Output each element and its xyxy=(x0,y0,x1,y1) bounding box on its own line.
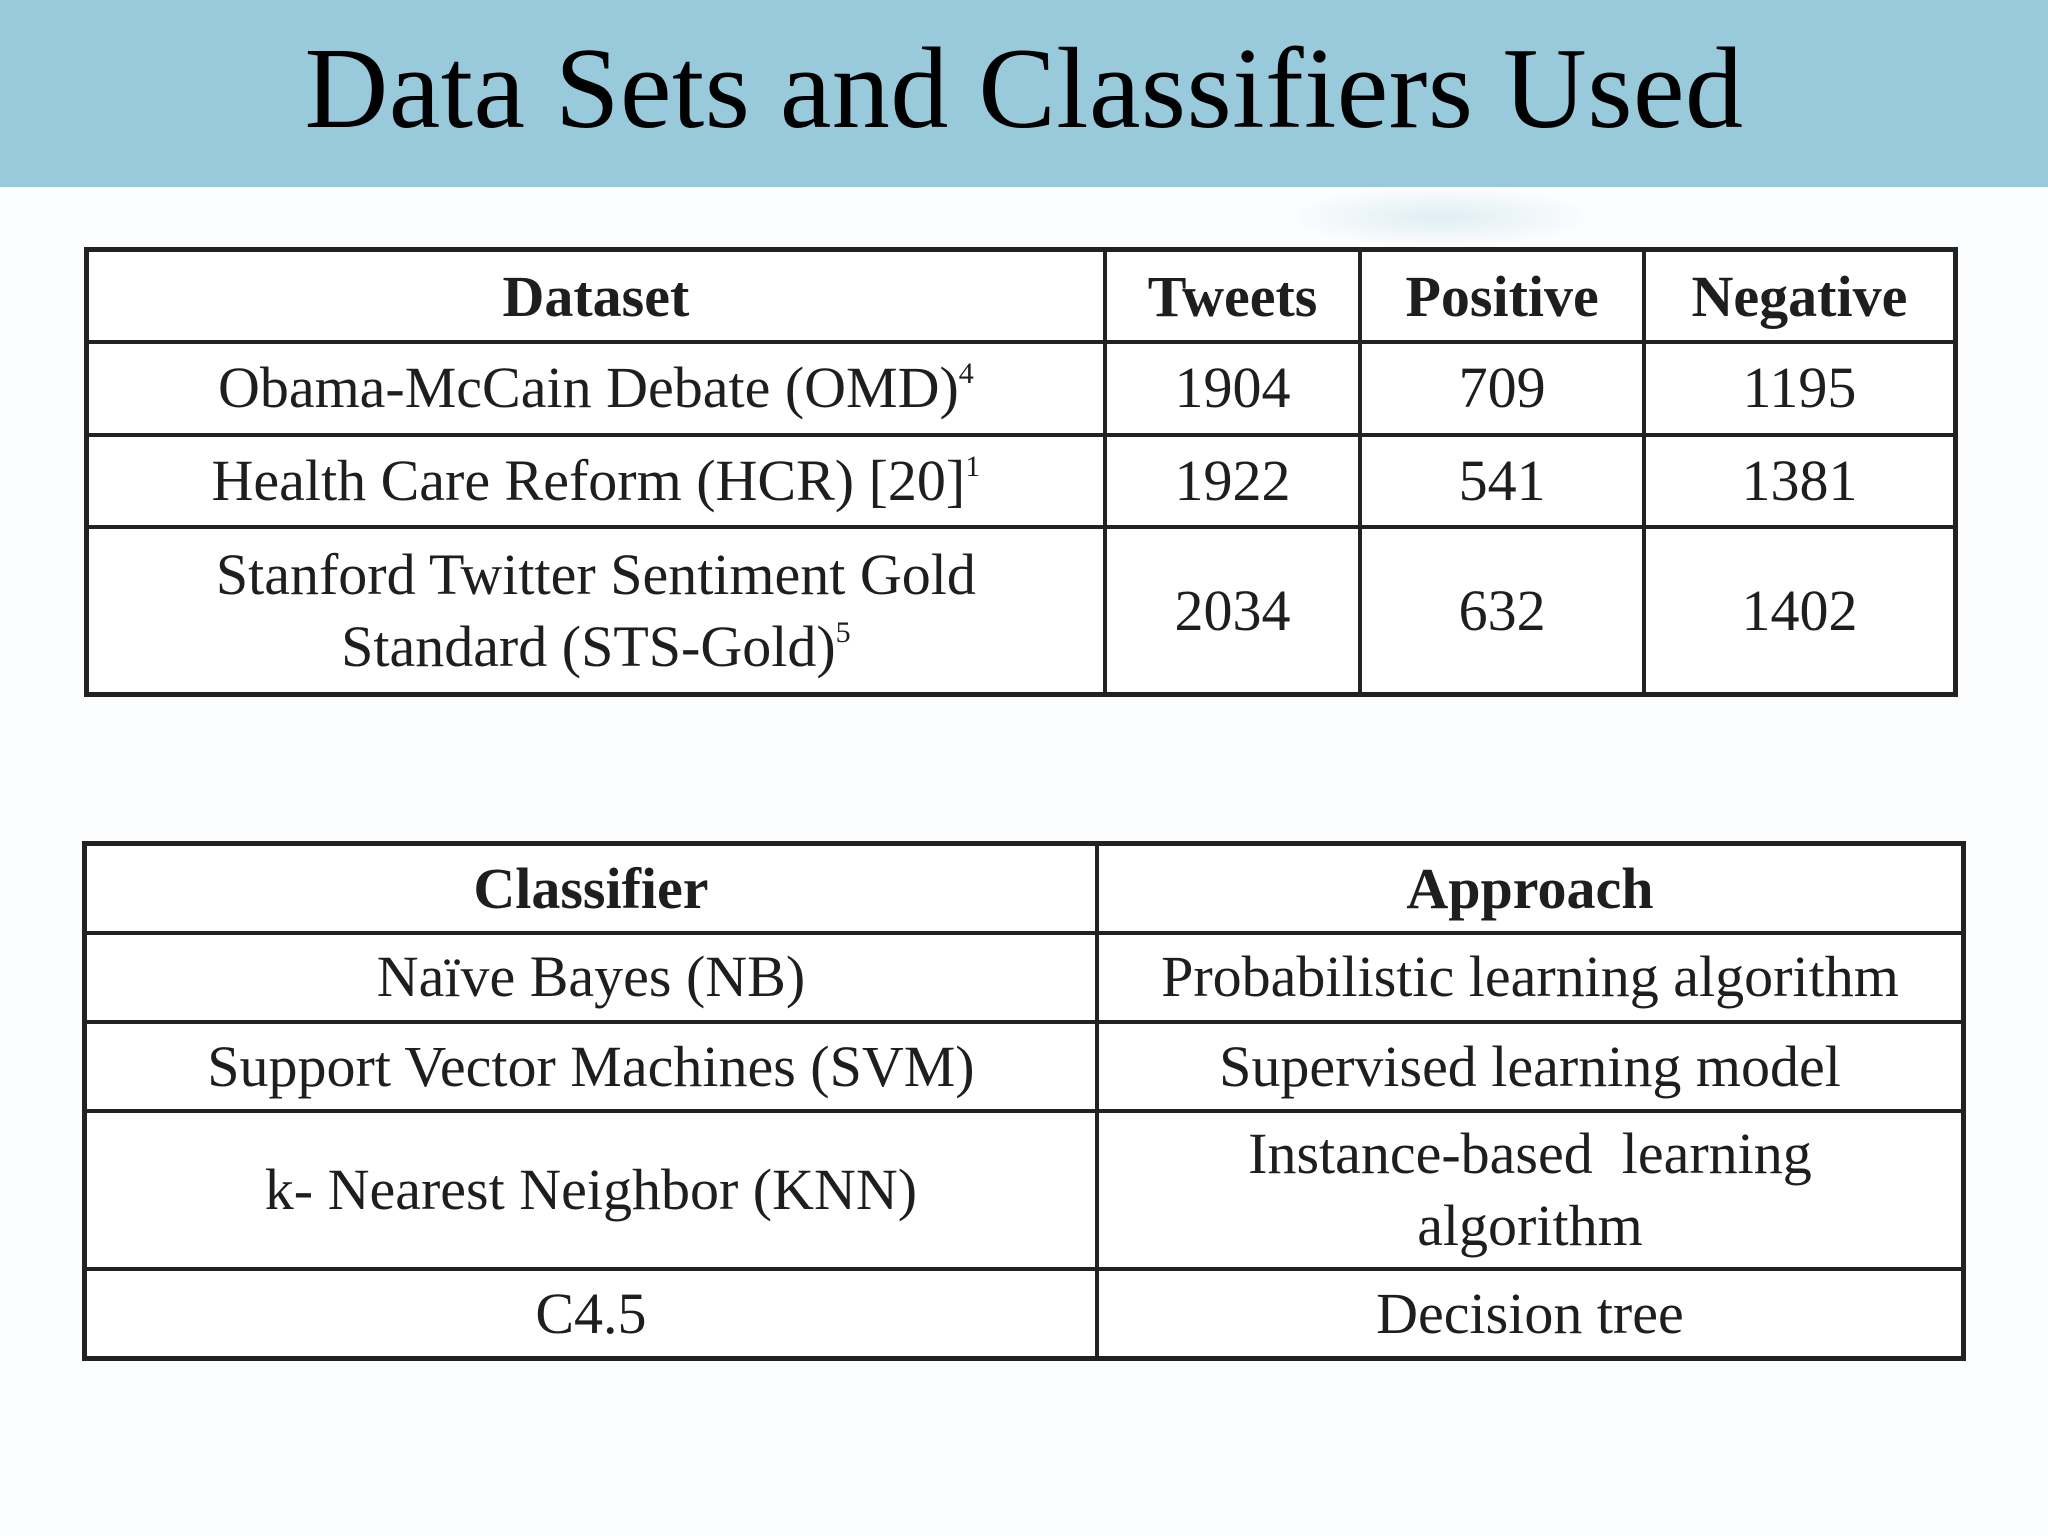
approach-cell: Supervised learning model xyxy=(1097,1022,1964,1111)
classifiers-header-row xyxy=(85,844,1964,933)
table-row xyxy=(87,527,1956,694)
header-dataset: Dataset xyxy=(87,250,1105,343)
header-tweets: Tweets xyxy=(1105,250,1361,343)
approach-cell xyxy=(1097,1111,1964,1269)
title-bar xyxy=(0,0,2048,187)
dataset-name-cell xyxy=(87,435,1105,528)
table-row xyxy=(87,435,1956,528)
table-row xyxy=(85,1022,1964,1111)
classifier-cell: Support Vector Machines (SVM) xyxy=(85,1022,1097,1111)
table-row xyxy=(87,342,1956,435)
tweets-cell: 1922 xyxy=(1105,435,1361,528)
dataset-name-line1: Stanford Twitter Sentiment Gold xyxy=(215,541,976,607)
header-positive: Positive xyxy=(1360,250,1644,343)
tweets-cell: 2034 xyxy=(1105,527,1361,694)
dataset-name: Health Care Reform (HCR) [20] xyxy=(211,448,966,514)
slide-title: Data Sets and Classifiers Used xyxy=(304,25,1744,153)
classifier-cell: C4.5 xyxy=(85,1269,1097,1358)
positive-cell: 541 xyxy=(1360,435,1644,528)
decorative-glow xyxy=(1280,187,1600,247)
dataset-name-cell xyxy=(87,527,1105,694)
datasets-table xyxy=(84,247,1958,697)
classifiers-table xyxy=(82,841,1966,1361)
negative-cell: 1402 xyxy=(1644,527,1956,694)
negative-cell: 1195 xyxy=(1644,342,1956,435)
header-classifier: Classifier xyxy=(85,844,1097,933)
approach-cell: Probabilistic learning algorithm xyxy=(1097,933,1964,1022)
table-row xyxy=(85,1269,1964,1358)
table-row xyxy=(85,933,1964,1022)
classifier-cell: k- Nearest Neighbor (KNN) xyxy=(85,1111,1097,1269)
dataset-name: Obama-McCain Debate (OMD) xyxy=(217,355,959,421)
approach-line2: algorithm xyxy=(1417,1193,1643,1259)
reference-marker: 5 xyxy=(835,615,851,649)
dataset-name-line2: Standard (STS-Gold) xyxy=(341,613,836,679)
tweets-cell: 1904 xyxy=(1105,342,1361,435)
classifier-cell: Naïve Bayes (NB) xyxy=(85,933,1097,1022)
approach-cell: Decision tree xyxy=(1097,1269,1964,1358)
reference-marker: 1 xyxy=(965,450,981,484)
reference-marker: 4 xyxy=(958,357,974,391)
dataset-name-cell xyxy=(87,342,1105,435)
header-negative: Negative xyxy=(1644,250,1956,343)
table-row xyxy=(85,1111,1964,1269)
positive-cell: 709 xyxy=(1360,342,1644,435)
approach-line1: Instance-based learning xyxy=(1248,1121,1812,1187)
positive-cell: 632 xyxy=(1360,527,1644,694)
datasets-header-row xyxy=(87,250,1956,343)
header-approach: Approach xyxy=(1097,844,1964,933)
negative-cell: 1381 xyxy=(1644,435,1956,528)
